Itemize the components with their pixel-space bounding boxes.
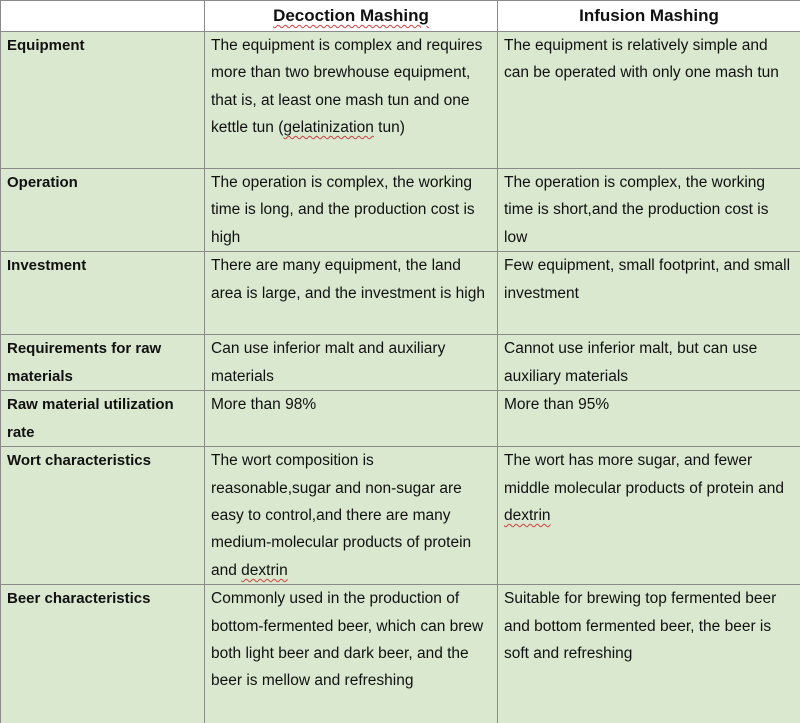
cell-decoction-utilization-rate: More than 98% [205,391,498,447]
row-label-raw-materials: Requirements for raw materials [1,335,205,391]
table-row [1,447,800,585]
table-row [1,391,800,447]
table-row [1,335,800,391]
table-row [1,585,800,723]
spell-marked-word: gelatinization [283,119,374,137]
row-label-beer-characteristics: Beer characteristics [1,585,205,723]
cell-decoction-beer: Commonly used in the production of bottom-fermented beer, which can brew both light beer and dark beer, and the beer is mellow and refreshing [205,585,498,723]
header-decoction-label: Decoction Mashing [273,6,429,25]
row-label-wort-characteristics: Wort characteristics [1,447,205,585]
spell-marked-word: dextrin [504,507,551,525]
cell-text: The wort has more sugar, and fewer middle molecular products of protein and [504,452,785,497]
cell-infusion-operation: The operation is complex, the working time is short,and the production cost is low [498,169,800,252]
cell-decoction-wort [205,447,498,585]
cell-decoction-operation: The operation is complex, the working time is long, and the production cost is high [205,169,498,252]
table-header-row [1,1,800,32]
cell-text: tun) [373,119,405,137]
spell-marked-word: dextrin [241,561,288,579]
table-row [1,252,800,335]
table-row [1,32,800,169]
cell-decoction-investment: There are many equipment, the land area is large, and the investment is high [205,252,498,335]
row-label-investment: Investment [1,252,205,335]
cell-decoction-raw-materials: Can use inferior malt and auxiliary materials [205,335,498,391]
row-label-equipment: Equipment [1,32,205,169]
header-blank-cell [1,1,205,32]
cell-text: The wort composition is reasonable,sugar and non-sugar are easy to control,and there are many medium-molecular products of protein and [211,452,472,579]
cell-infusion-beer: Suitable for brewing top fermented beer and bottom fermented beer, the beer is soft and refreshing [498,585,800,723]
table-row [1,169,800,252]
cell-text: The equipment is complex and requires more than two brewhouse equipment, that is, at least one mash tun and one kettle tun ( [211,37,483,137]
cell-infusion-equipment: The equipment is relatively simple and can be operated with only one mash tun [498,32,800,169]
cell-infusion-raw-materials: Cannot use inferior malt, but can use auxiliary materials [498,335,800,391]
row-label-operation: Operation [1,169,205,252]
header-decoction-mashing [205,1,498,32]
cell-infusion-wort [498,447,800,585]
cell-infusion-investment: Few equipment, small footprint, and small investment [498,252,800,335]
cell-decoction-equipment [205,32,498,169]
header-infusion-mashing: Infusion Mashing [498,1,800,32]
row-label-utilization-rate: Raw material utilization rate [1,391,205,447]
cell-infusion-utilization-rate: More than 95% [498,391,800,447]
